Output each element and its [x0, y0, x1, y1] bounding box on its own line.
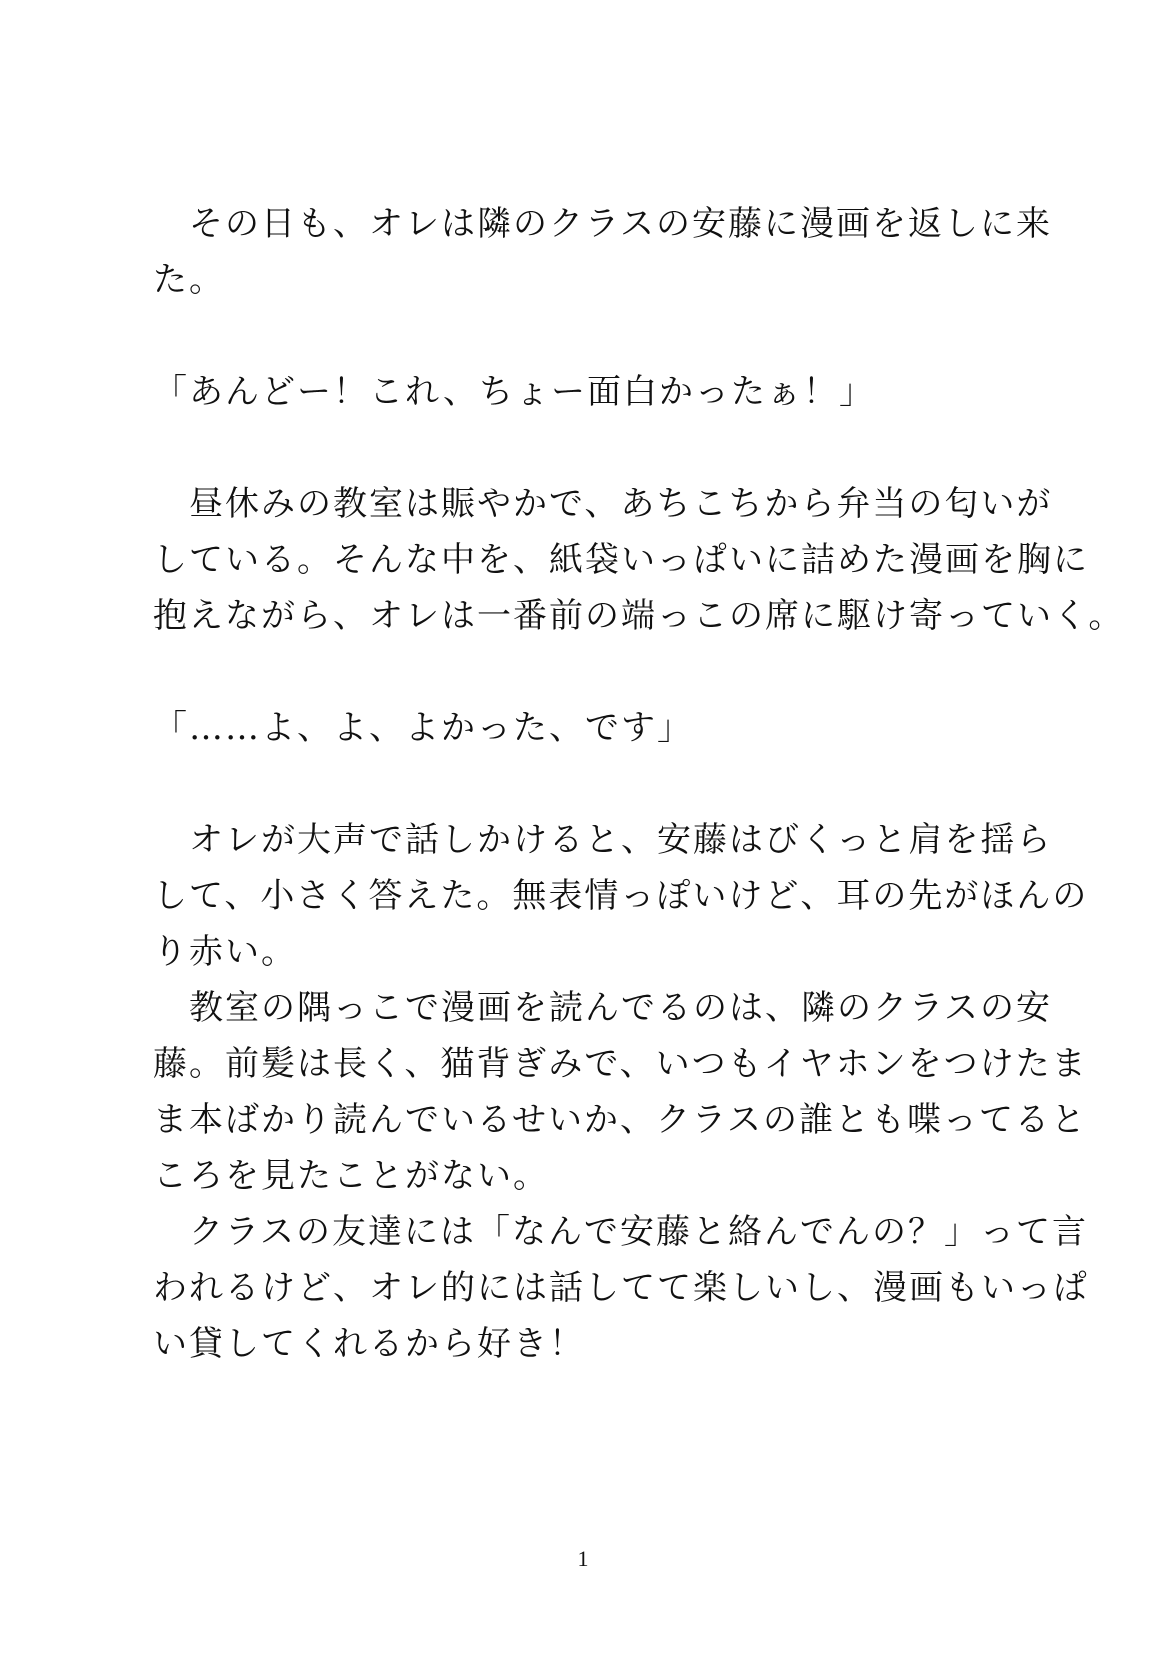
text-line: オレが大声で話しかけると、安藤はびくっと肩を揺ら — [153, 820, 1053, 860]
text-line: 藤。前髪は長く、猫背ぎみで、いつもイヤホンをつけたま — [153, 1044, 1088, 1084]
blank-line — [153, 644, 1033, 700]
blank-line — [153, 420, 1033, 476]
text-line: われるけど、オレ的には話してて楽しいし、漫画もいっぱ — [153, 1268, 1089, 1308]
page-number: 1 — [577, 1546, 589, 1571]
dialogue-line: 「あんどー！これ、ちょー面白かったぁ！」 — [153, 372, 876, 412]
text-line: その日も、オレは隣のクラスの安藤に漫画を返しに来 — [153, 204, 1052, 244]
text-line: た。 — [153, 260, 225, 300]
text-line: ころを見たことがない。 — [153, 1156, 549, 1196]
text-line: して、小さく答えた。無表情っぽいけど、耳の先がほんの — [153, 876, 1089, 916]
blank-line — [153, 756, 1033, 812]
text-line: り赤い。 — [153, 932, 297, 972]
body-text — [153, 196, 1125, 1372]
text-line: い貸してくれるから好き！ — [153, 1324, 585, 1364]
text-line: 抱えながら、オレは一番前の端っこの席に駆け寄っていく。 — [153, 596, 1125, 636]
blank-line — [153, 308, 1033, 364]
text-line: クラスの友達には「なんで安藤と絡んでんの？」って言 — [153, 1212, 1088, 1252]
text-line: している。そんな中を、紙袋いっぱいに詰めた漫画を胸に — [153, 540, 1089, 580]
text-line: ま本ばかり読んでいるせいか、クラスの誰とも喋ってると — [153, 1100, 1087, 1140]
text-line: 昼休みの教室は賑やかで、あちこちから弁当の匂いが — [153, 484, 1053, 524]
text-line: 教室の隅っこで漫画を読んでるのは、隣のクラスの安 — [153, 988, 1052, 1028]
dialogue-line: 「……よ、よ、よかった、です」 — [153, 708, 693, 748]
